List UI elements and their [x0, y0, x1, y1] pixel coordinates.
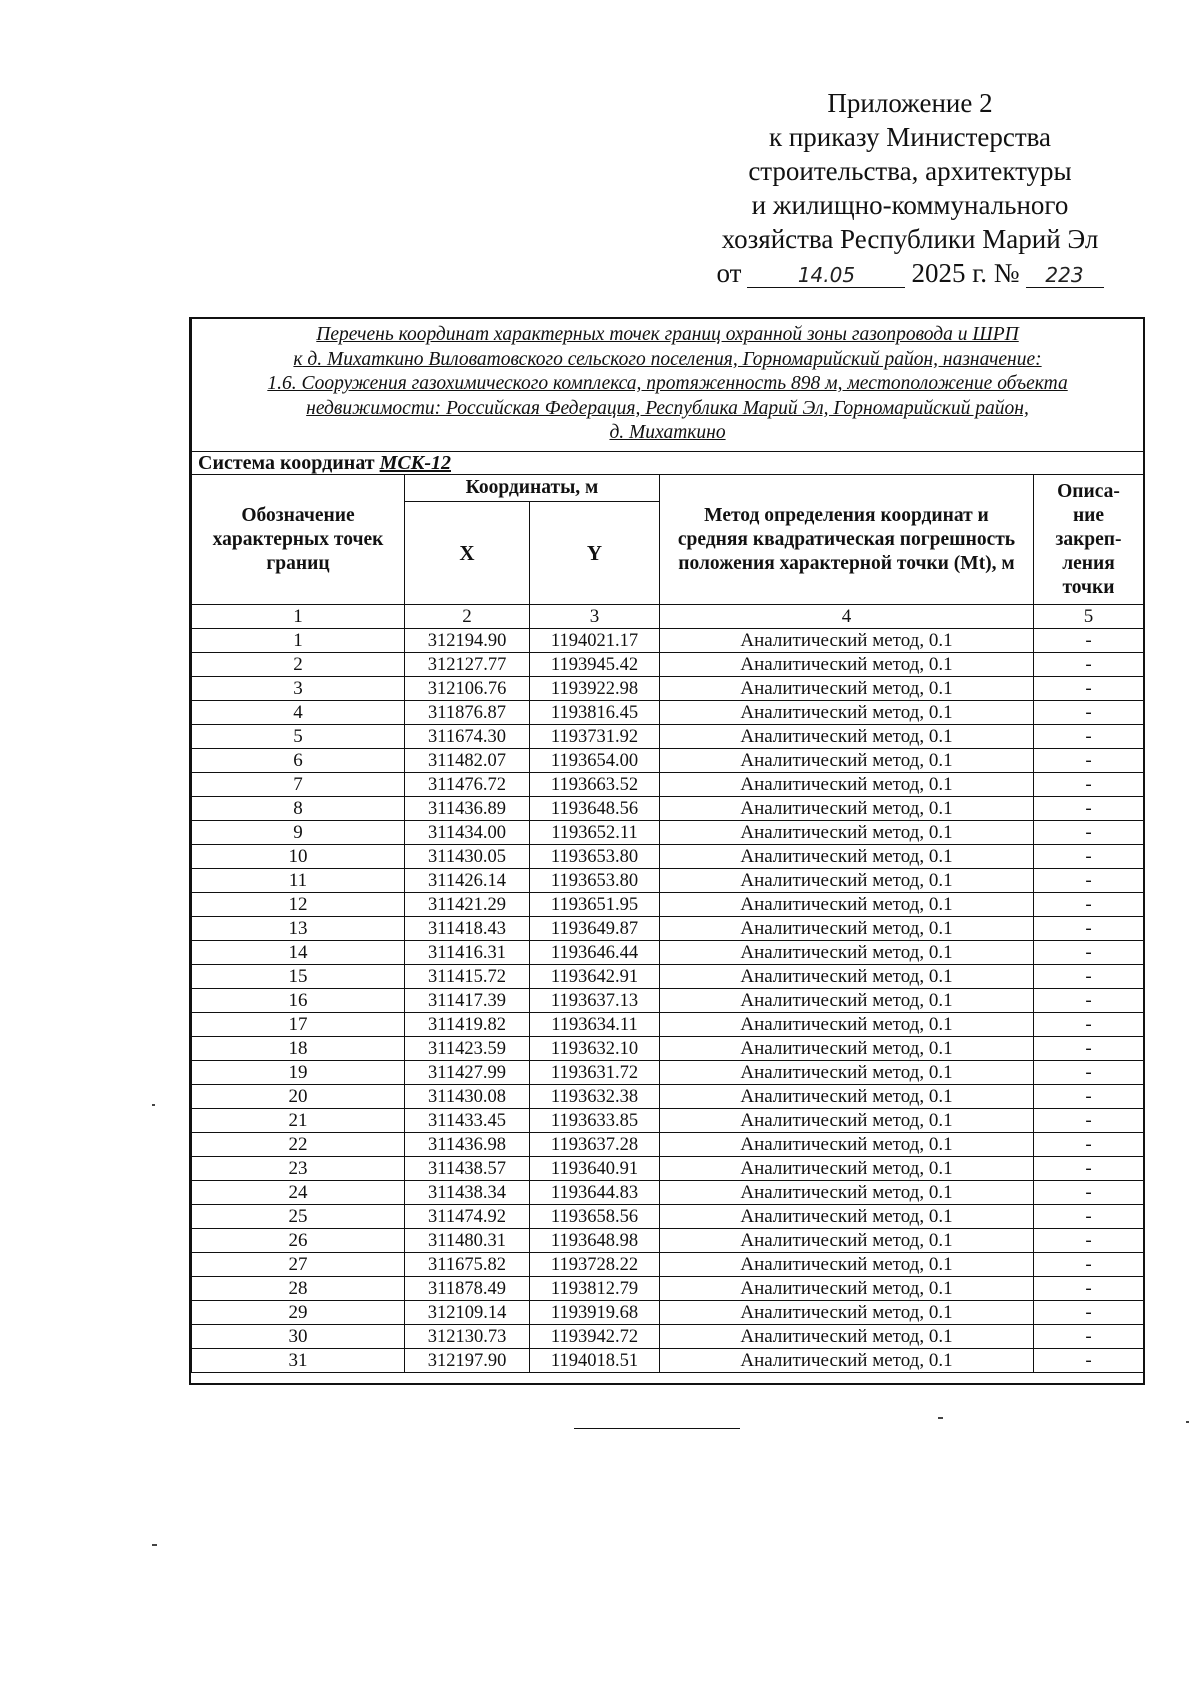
point-number-cell: 16: [192, 989, 405, 1013]
table-row: [192, 1157, 1144, 1181]
method-cell: Аналитический метод, 0.1: [660, 1157, 1034, 1181]
description-cell: -: [1034, 1061, 1144, 1085]
method-cell: Аналитический метод, 0.1: [660, 965, 1034, 989]
coordinate-system: [192, 452, 1144, 475]
y-coordinate-cell: 1193654.00: [530, 749, 660, 773]
description-cell: -: [1034, 1037, 1144, 1061]
method-cell: Аналитический метод, 0.1: [660, 1037, 1034, 1061]
description-cell: -: [1034, 1013, 1144, 1037]
y-coordinate-cell: 1193632.38: [530, 1085, 660, 1109]
x-coordinate-cell: 312127.77: [405, 653, 530, 677]
point-number-cell: 12: [192, 893, 405, 917]
table-title: [192, 319, 1144, 452]
point-number-cell: 11: [192, 869, 405, 893]
y-coordinate-cell: 1193651.95: [530, 893, 660, 917]
table-row: [192, 797, 1144, 821]
x-coordinate-cell: 311876.87: [405, 701, 530, 725]
method-cell: Аналитический метод, 0.1: [660, 1229, 1034, 1253]
x-coordinate-cell: 311416.31: [405, 941, 530, 965]
header-y: Y: [530, 502, 660, 605]
description-cell: -: [1034, 701, 1144, 725]
x-coordinate-cell: 311476.72: [405, 773, 530, 797]
description-cell: -: [1034, 1157, 1144, 1181]
table-row: [192, 701, 1144, 725]
table-row: [192, 1253, 1144, 1277]
method-cell: Аналитический метод, 0.1: [660, 845, 1034, 869]
description-cell: -: [1034, 1325, 1144, 1349]
y-coordinate-cell: 1194021.17: [530, 629, 660, 653]
table-row: [192, 1325, 1144, 1349]
x-coordinate-cell: 311426.14: [405, 869, 530, 893]
x-coordinate-cell: 311430.08: [405, 1085, 530, 1109]
method-cell: Аналитический метод, 0.1: [660, 989, 1034, 1013]
y-coordinate-cell: 1193633.85: [530, 1109, 660, 1133]
handwritten-order-number: 223: [1026, 263, 1104, 288]
column-number: 3: [530, 605, 660, 629]
point-number-cell: 10: [192, 845, 405, 869]
y-coordinate-cell: 1193649.87: [530, 917, 660, 941]
x-coordinate-cell: 311423.59: [405, 1037, 530, 1061]
order-date-line: [700, 256, 1120, 290]
y-coordinate-cell: 1193942.72: [530, 1325, 660, 1349]
y-coordinate-cell: 1193632.10: [530, 1037, 660, 1061]
table-row: [192, 1301, 1144, 1325]
y-coordinate-cell: 1193637.13: [530, 989, 660, 1013]
table-row: [192, 1181, 1144, 1205]
table-row: [192, 821, 1144, 845]
method-cell: Аналитический метод, 0.1: [660, 1085, 1034, 1109]
x-coordinate-cell: 311438.57: [405, 1157, 530, 1181]
description-cell: -: [1034, 965, 1144, 989]
scan-speck: [152, 1104, 155, 1106]
appendix-line: к приказу Министерства: [768, 122, 1052, 152]
description-cell: -: [1034, 725, 1144, 749]
y-coordinate-cell: 1193658.56: [530, 1205, 660, 1229]
x-coordinate-cell: 311418.43: [405, 917, 530, 941]
end-of-document-line: [574, 1428, 740, 1429]
header-description: Описа-ние закреп-ления точки: [1034, 475, 1144, 605]
x-coordinate-cell: 311417.39: [405, 989, 530, 1013]
method-cell: Аналитический метод, 0.1: [660, 629, 1034, 653]
column-number: 2: [405, 605, 530, 629]
description-cell: -: [1034, 869, 1144, 893]
title-line: д. Михаткино: [609, 422, 726, 444]
table-row: [192, 1349, 1144, 1373]
appendix-line: и жилищно-коммунального: [751, 190, 1069, 220]
method-cell: Аналитический метод, 0.1: [660, 1013, 1034, 1037]
x-coordinate-cell: 311421.29: [405, 893, 530, 917]
table-row: [192, 893, 1144, 917]
x-coordinate-cell: 311419.82: [405, 1013, 530, 1037]
point-number-cell: 23: [192, 1157, 405, 1181]
point-number-cell: 18: [192, 1037, 405, 1061]
point-number-cell: 28: [192, 1277, 405, 1301]
description-cell: -: [1034, 989, 1144, 1013]
x-coordinate-cell: 311480.31: [405, 1229, 530, 1253]
y-coordinate-cell: 1193648.98: [530, 1229, 660, 1253]
method-cell: Аналитический метод, 0.1: [660, 797, 1034, 821]
appendix-header: [700, 86, 1120, 290]
method-cell: Аналитический метод, 0.1: [660, 653, 1034, 677]
x-coordinate-cell: 311415.72: [405, 965, 530, 989]
table-row: [192, 1037, 1144, 1061]
table-row: [192, 749, 1144, 773]
point-number-cell: 14: [192, 941, 405, 965]
x-coordinate-cell: 312197.90: [405, 1349, 530, 1373]
point-number-cell: 3: [192, 677, 405, 701]
description-cell: -: [1034, 1277, 1144, 1301]
table-row: [192, 941, 1144, 965]
y-coordinate-cell: 1193640.91: [530, 1157, 660, 1181]
x-coordinate-cell: 311430.05: [405, 845, 530, 869]
method-cell: Аналитический метод, 0.1: [660, 1301, 1034, 1325]
header-x: X: [405, 502, 530, 605]
table-row: [192, 1229, 1144, 1253]
description-cell: -: [1034, 917, 1144, 941]
x-coordinate-cell: 311433.45: [405, 1109, 530, 1133]
date-prefix: от: [716, 258, 742, 288]
table-row: [192, 845, 1144, 869]
table-row: [192, 1133, 1144, 1157]
method-cell: Аналитический метод, 0.1: [660, 1109, 1034, 1133]
method-cell: Аналитический метод, 0.1: [660, 1325, 1034, 1349]
method-cell: Аналитический метод, 0.1: [660, 893, 1034, 917]
y-coordinate-cell: 1193642.91: [530, 965, 660, 989]
method-cell: Аналитический метод, 0.1: [660, 749, 1034, 773]
y-coordinate-cell: 1193644.83: [530, 1181, 660, 1205]
point-number-cell: 13: [192, 917, 405, 941]
header-point-designation: Обозначение характерных точек границ: [192, 475, 405, 605]
point-number-cell: 4: [192, 701, 405, 725]
y-coordinate-cell: 1193653.80: [530, 845, 660, 869]
table-row: [192, 725, 1144, 749]
x-coordinate-cell: 311436.89: [405, 797, 530, 821]
column-number-row: [192, 605, 1144, 629]
handwritten-date: 14.05: [747, 263, 905, 288]
method-cell: Аналитический метод, 0.1: [660, 917, 1034, 941]
table-body: [192, 629, 1144, 1373]
y-coordinate-cell: 1193731.92: [530, 725, 660, 749]
table-row: [192, 1109, 1144, 1133]
point-number-cell: 21: [192, 1109, 405, 1133]
y-coordinate-cell: 1193646.44: [530, 941, 660, 965]
method-cell: Аналитический метод, 0.1: [660, 869, 1034, 893]
column-number: 5: [1034, 605, 1144, 629]
table-row: [192, 1061, 1144, 1085]
table-row: [192, 1277, 1144, 1301]
column-number: 4: [660, 605, 1034, 629]
y-coordinate-cell: 1193652.11: [530, 821, 660, 845]
method-cell: Аналитический метод, 0.1: [660, 941, 1034, 965]
method-cell: Аналитический метод, 0.1: [660, 1061, 1034, 1085]
coordinate-system-label: Система координат: [198, 452, 375, 474]
table-row: [192, 629, 1144, 653]
title-line: 1.6. Сооружения газохимического комплекса, протяженность 898 м, местоположение объекта: [267, 373, 1068, 395]
table-row: [192, 677, 1144, 701]
description-cell: -: [1034, 893, 1144, 917]
point-number-cell: 22: [192, 1133, 405, 1157]
point-number-cell: 25: [192, 1205, 405, 1229]
x-coordinate-cell: 311434.00: [405, 821, 530, 845]
method-cell: Аналитический метод, 0.1: [660, 1181, 1034, 1205]
description-cell: -: [1034, 941, 1144, 965]
point-number-cell: 1: [192, 629, 405, 653]
point-number-cell: 17: [192, 1013, 405, 1037]
point-number-cell: 9: [192, 821, 405, 845]
x-coordinate-cell: 311674.30: [405, 725, 530, 749]
appendix-line: хозяйства Республики Марий Эл: [721, 224, 1099, 254]
description-cell: -: [1034, 1181, 1144, 1205]
point-number-cell: 8: [192, 797, 405, 821]
table-row: [192, 1085, 1144, 1109]
table-row: [192, 1013, 1144, 1037]
method-cell: Аналитический метод, 0.1: [660, 1205, 1034, 1229]
point-number-cell: 5: [192, 725, 405, 749]
description-cell: -: [1034, 629, 1144, 653]
y-coordinate-cell: 1193653.80: [530, 869, 660, 893]
description-cell: -: [1034, 821, 1144, 845]
description-cell: -: [1034, 1205, 1144, 1229]
point-number-cell: 19: [192, 1061, 405, 1085]
x-coordinate-cell: 312194.90: [405, 629, 530, 653]
point-number-cell: 2: [192, 653, 405, 677]
point-number-cell: 24: [192, 1181, 405, 1205]
y-coordinate-cell: 1193663.52: [530, 773, 660, 797]
header-method: Метод определения координат и средняя квадратическая погрешность положения характерной точки (Mt), м: [660, 475, 1034, 605]
header-coordinates: Координаты, м: [405, 475, 660, 502]
point-number-cell: 15: [192, 965, 405, 989]
scan-speck: [152, 1544, 157, 1546]
table-row: [192, 773, 1144, 797]
y-coordinate-cell: 1193816.45: [530, 701, 660, 725]
column-number: 1: [192, 605, 405, 629]
method-cell: Аналитический метод, 0.1: [660, 1253, 1034, 1277]
title-line: к д. Михаткино Виловатовского сельского поселения, Горномарийский район, назначение:: [293, 348, 1042, 370]
point-number-cell: 29: [192, 1301, 405, 1325]
table-row: [192, 965, 1144, 989]
description-cell: -: [1034, 1085, 1144, 1109]
method-cell: Аналитический метод, 0.1: [660, 821, 1034, 845]
appendix-line: строительства, архитектуры: [748, 156, 1072, 186]
point-number-cell: 7: [192, 773, 405, 797]
year-text: 2025 г. №: [911, 258, 1020, 288]
y-coordinate-cell: 1193812.79: [530, 1277, 660, 1301]
description-cell: -: [1034, 653, 1144, 677]
point-number-cell: 31: [192, 1349, 405, 1373]
x-coordinate-cell: 311436.98: [405, 1133, 530, 1157]
method-cell: Аналитический метод, 0.1: [660, 1349, 1034, 1373]
method-cell: Аналитический метод, 0.1: [660, 701, 1034, 725]
x-coordinate-cell: 312130.73: [405, 1325, 530, 1349]
description-cell: -: [1034, 1229, 1144, 1253]
table-row: [192, 1205, 1144, 1229]
description-cell: -: [1034, 1349, 1144, 1373]
y-coordinate-cell: 1193648.56: [530, 797, 660, 821]
method-cell: Аналитический метод, 0.1: [660, 773, 1034, 797]
y-coordinate-cell: 1193945.42: [530, 653, 660, 677]
description-cell: -: [1034, 677, 1144, 701]
x-coordinate-cell: 311675.82: [405, 1253, 530, 1277]
description-cell: -: [1034, 773, 1144, 797]
scan-speck: [1186, 1421, 1189, 1423]
y-coordinate-cell: 1194018.51: [530, 1349, 660, 1373]
x-coordinate-cell: 311438.34: [405, 1181, 530, 1205]
y-coordinate-cell: 1193637.28: [530, 1133, 660, 1157]
method-cell: Аналитический метод, 0.1: [660, 1277, 1034, 1301]
y-coordinate-cell: 1193634.11: [530, 1013, 660, 1037]
point-number-cell: 6: [192, 749, 405, 773]
table-row: [192, 869, 1144, 893]
point-number-cell: 20: [192, 1085, 405, 1109]
table-row: [192, 653, 1144, 677]
x-coordinate-cell: 312106.76: [405, 677, 530, 701]
description-cell: -: [1034, 1253, 1144, 1277]
description-cell: -: [1034, 1133, 1144, 1157]
point-number-cell: 26: [192, 1229, 405, 1253]
table-row: [192, 989, 1144, 1013]
x-coordinate-cell: 312109.14: [405, 1301, 530, 1325]
coordinates-table: [191, 318, 1144, 1373]
description-cell: -: [1034, 1301, 1144, 1325]
method-cell: Аналитический метод, 0.1: [660, 1133, 1034, 1157]
scan-speck: [938, 1417, 943, 1419]
coordinate-system-value: МСК-12: [379, 452, 451, 474]
y-coordinate-cell: 1193728.22: [530, 1253, 660, 1277]
y-coordinate-cell: 1193631.72: [530, 1061, 660, 1085]
x-coordinate-cell: 311482.07: [405, 749, 530, 773]
y-coordinate-cell: 1193922.98: [530, 677, 660, 701]
x-coordinate-cell: 311878.49: [405, 1277, 530, 1301]
table-row: [192, 917, 1144, 941]
title-line: Перечень координат характерных точек границ охранной зоны газопровода и ШРП: [316, 324, 1019, 346]
appendix-line: Приложение 2: [827, 88, 993, 118]
point-number-cell: 27: [192, 1253, 405, 1277]
description-cell: -: [1034, 1109, 1144, 1133]
point-number-cell: 30: [192, 1325, 405, 1349]
x-coordinate-cell: 311427.99: [405, 1061, 530, 1085]
method-cell: Аналитический метод, 0.1: [660, 725, 1034, 749]
description-cell: -: [1034, 749, 1144, 773]
method-cell: Аналитический метод, 0.1: [660, 677, 1034, 701]
description-cell: -: [1034, 797, 1144, 821]
description-cell: -: [1034, 845, 1144, 869]
title-line: недвижимости: Российская Федерация, Республика Марий Эл, Горномарийский район,: [306, 397, 1029, 419]
y-coordinate-cell: 1193919.68: [530, 1301, 660, 1325]
x-coordinate-cell: 311474.92: [405, 1205, 530, 1229]
